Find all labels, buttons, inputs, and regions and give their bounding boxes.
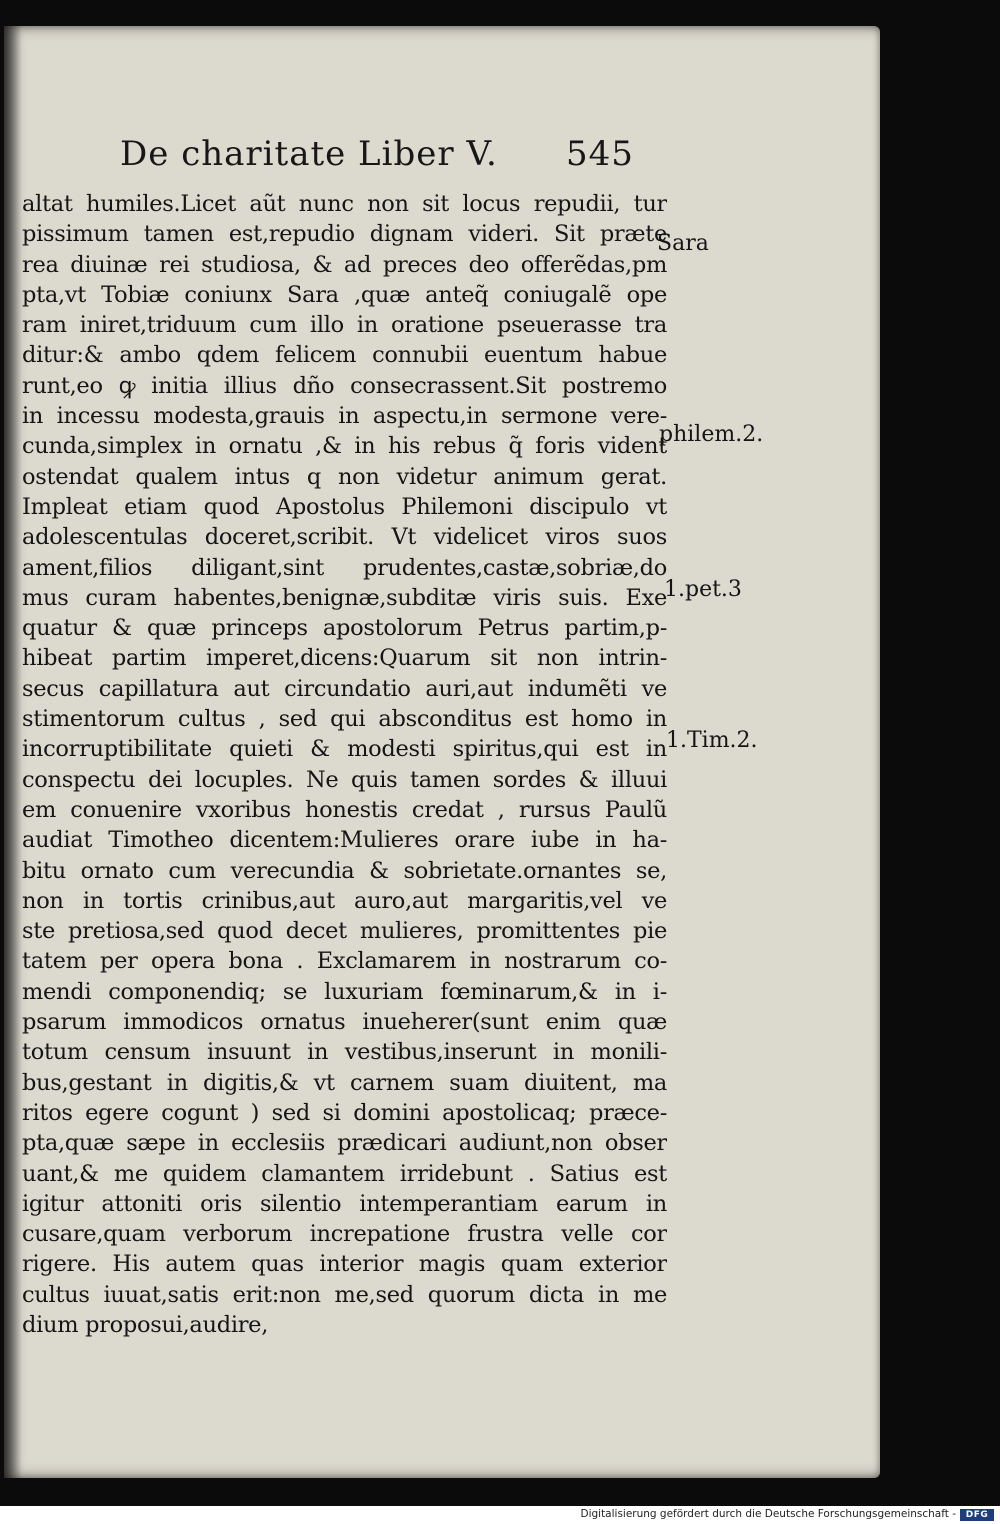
text-line: psarum immodicos ornatus inueherer(sunt enim quæ	[22, 1009, 667, 1036]
text-line: ditur:& ambo qdem felicem connubii euentum habue	[22, 342, 667, 369]
text-line: cunda,simplex in ornatu ,& in his rebus q̃ foris vident	[22, 433, 667, 460]
text-line: ste pretiosa,sed quod decet mulieres, promittentes pie	[22, 918, 667, 945]
page-header	[120, 134, 660, 182]
text-line: ram iniret,triduum cum illo in oratione pseuerasse tra	[22, 312, 667, 339]
text-line: rigere. His autem quas interior magis quam exterior	[22, 1251, 667, 1278]
running-title: De charitate Liber V.	[120, 134, 498, 174]
text-line: ritos egere cogunt ) sed si domini apostolicaq; præce-	[22, 1099, 667, 1126]
text-line: in incessu modesta,grauis in aspectu,in sermone vere-	[22, 403, 667, 430]
text-line: pta,quæ sæpe in ecclesiis prædicari audiunt,non obser	[22, 1130, 667, 1157]
text-line: tatem per opera bona . Exclamarem in nostrarum co-	[22, 948, 667, 975]
text-line: altat humiles.Licet aũt nunc non sit locus repudii, tur	[22, 191, 667, 217]
text-line: em conuenire vxoribus honestis credat , rursus Paulũ	[22, 796, 667, 823]
text-line: hibeat partim imperet,dicens:Quarum sit non intrin-	[22, 645, 667, 672]
text-line: adolescentulas doceret,scribit. Vt videlicet viros suos	[22, 524, 667, 551]
footer-bar	[0, 1506, 1000, 1524]
text-line: Impleat etiam quod Apostolus Philemoni discipulo vt	[22, 493, 667, 520]
text-line: uant,& me quidem clamantem irridebunt . Satius est	[22, 1160, 667, 1187]
margin-note-tim: 1.Tim.2.	[666, 728, 758, 753]
text-line: dium proposui,audire,	[22, 1311, 269, 1338]
text-line: mus curam habentes,benignæ,subditæ viris suis. Exe	[22, 584, 667, 611]
text-line: bus,gestant in digitis,& vt carnem suam diuitent, ma	[22, 1069, 667, 1096]
text-line: non in tortis crinibus,aut auro,aut margaritis,vel ve	[22, 887, 667, 914]
text-line: stimentorum cultus , sed qui absconditus est homo in	[22, 706, 667, 733]
text-line: conspectu dei locuples. Ne quis tamen sordes & illuui	[22, 766, 667, 793]
text-line: cultus iuuat,satis erit:non me,sed quorum dicta in me	[22, 1281, 667, 1308]
text-line: pta,vt Tobiæ coniunx Sara ,quæ anteq̃ coniugalẽ ope	[22, 281, 667, 308]
text-line: mendi componendiq; se luxuriam fœminarum,& in i-	[22, 978, 667, 1005]
text-line: runt,eo ꝙ initia illius dño consecrassent.Sit postremo	[22, 372, 667, 399]
text-line: igitur attoniti oris silentio intemperantiam earum in	[22, 1190, 667, 1217]
text-line: pissimum tamen est,repudio dignam videri. Sit præte	[22, 221, 667, 248]
text-line: secus capillatura aut circundatio auri,aut indumẽti ve	[22, 675, 667, 702]
text-line: cusare,quam verborum increpatione frustra velle cor	[22, 1221, 667, 1248]
text-line: incorruptibilitate quieti & modesti spiritus,qui est in	[22, 736, 667, 763]
page-number: 545	[566, 134, 634, 174]
text-line: ament,filios diligant,sint prudentes,castæ,sobriæ,do	[22, 554, 667, 581]
text-line: totum censum insuunt in vestibus,inserunt in monili-	[22, 1039, 667, 1066]
margin-note-pet: 1.pet.3	[664, 577, 742, 602]
text-line: ostendat qualem intus q non videtur animum gerat.	[22, 463, 667, 490]
dfg-logo: DFG	[960, 1509, 994, 1521]
margin-note-philem: philem.2.	[659, 422, 764, 447]
book-page	[4, 26, 880, 1478]
text-line: bitu ornato cum verecundia & sobrietate.ornantes se,	[22, 857, 667, 884]
text-line: audiat Timotheo dicentem:Mulieres orare iube in ha-	[22, 827, 667, 854]
body-text	[22, 189, 667, 1340]
funding-credit: Digitalisierung gefördert durch die Deutsche Forschungsgemeinschaft -	[580, 1508, 956, 1520]
text-line: rea diuinæ rei studiosa, & ad preces deo offerẽdas,pm	[22, 251, 667, 278]
margin-note-sara: Sara	[657, 231, 709, 256]
text-line: quatur & quæ princeps apostolorum Petrus partim,p-	[22, 615, 667, 642]
